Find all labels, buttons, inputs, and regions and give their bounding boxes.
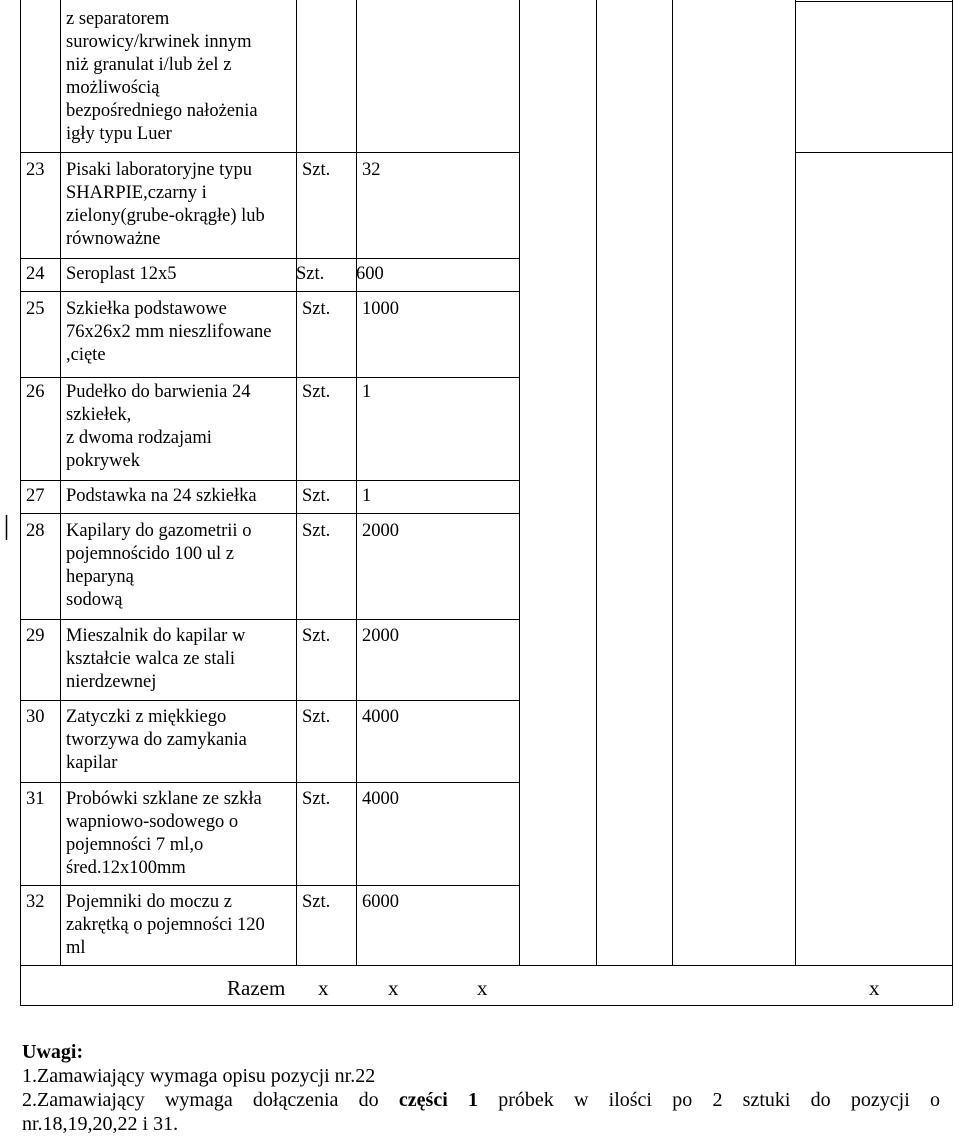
item-quantity: 4000: [362, 707, 399, 727]
item-name: Seroplast 12x5: [66, 264, 177, 284]
notes-section: [22, 1040, 940, 1136]
item-quantity: 1: [362, 486, 372, 506]
item-name-line: sodową: [66, 590, 123, 610]
item-number: 25: [26, 299, 45, 319]
item-quantity: 2000: [362, 626, 399, 646]
item-number: 28: [26, 521, 45, 541]
note-line: [22, 1088, 940, 1112]
item-name-line: możliwością: [66, 78, 160, 98]
item-name-line: Pojemniki do moczu z: [66, 892, 232, 912]
item-quantity: 6000: [362, 892, 399, 912]
item-name-line: Szkiełka podstawowe: [66, 299, 227, 319]
item-unit: Szt.: [302, 299, 331, 319]
item-name: [66, 520, 302, 612]
item-number: 32: [26, 892, 45, 912]
item-name-line: Mieszalnik do kapilar w: [66, 626, 246, 646]
table-row: [66, 8, 302, 146]
item-name-line: niż granulat i/lub żel z: [66, 55, 232, 75]
summary-cell: x: [388, 976, 399, 1000]
item-name: [66, 159, 302, 251]
item-unit: Szt.: [302, 707, 331, 727]
summary-cell: x: [477, 976, 488, 1000]
item-quantity: 4000: [362, 789, 399, 809]
summary-label: Razem: [227, 976, 286, 1000]
item-name-line: kapilar: [66, 753, 118, 773]
item-name-line: pokrywek: [66, 451, 140, 471]
item-name: [66, 298, 302, 367]
item-quantity: 2000: [362, 521, 399, 541]
item-quantity: 1000: [362, 299, 399, 319]
item-name-line: szkiełek,: [66, 405, 132, 425]
item-unit: Szt.: [302, 789, 331, 809]
item-name-line: pojemnoścido 100 ul z: [66, 544, 235, 564]
item-name-line: pojemności 7 ml,o: [66, 835, 204, 855]
note-line: 1.Zamawiający wymaga opisu pozycji nr.22: [22, 1065, 376, 1087]
item-name-line: igły typu Luer: [66, 124, 172, 144]
item-name-line: tworzywa do zamykania: [66, 730, 247, 750]
item-number: 30: [26, 707, 45, 727]
item-number: 29: [26, 626, 45, 646]
item-name: [66, 788, 302, 880]
item-unit: Szt.: [302, 486, 331, 506]
item-name-line: z dwoma rodzajami: [66, 428, 212, 448]
item-name-line: zakrętką o pojemności 120: [66, 915, 265, 935]
note-emphasis: części 1: [398, 1089, 478, 1111]
item-name-line: zielony(grube-okrągłe) lub: [66, 206, 265, 226]
item-number: 24: [26, 264, 45, 284]
notes-heading: Uwagi:: [22, 1041, 84, 1063]
item-name-line: nierdzewnej: [66, 672, 157, 692]
item-name: [66, 625, 302, 694]
note-text: próbek w ilości po 2 sztuki do pozycji o: [498, 1089, 941, 1111]
item-name-line: kształcie walca ze stali: [66, 649, 235, 669]
item-name-line: wapniowo-sodowego o: [66, 812, 239, 832]
item-unit: Szt.: [302, 382, 331, 402]
item-name-line: heparyną: [66, 567, 134, 587]
item-unit: Szt.: [302, 626, 331, 646]
item-number: 31: [26, 789, 45, 809]
item-quantity: 600: [356, 264, 384, 284]
item-name: [66, 381, 302, 473]
item-name-line: bezpośredniego nałożenia: [66, 101, 258, 121]
item-name-line: Pisaki laboratoryjne typu: [66, 160, 252, 180]
summary-cell: x: [869, 976, 880, 1000]
item-name: [66, 706, 302, 775]
item-name-line: 76x26x2 mm nieszlifowane: [66, 322, 272, 342]
item-unit: Szt.: [296, 264, 325, 284]
item-name: Podstawka na 24 szkiełka: [66, 486, 257, 506]
item-name-line: z separatorem: [66, 9, 170, 29]
summary-cell: x: [318, 976, 329, 1000]
item-quantity: 1: [362, 382, 372, 402]
item-unit: Szt.: [302, 892, 331, 912]
note-line: nr.18,19,20,22 i 31.: [22, 1113, 179, 1135]
item-name-line: surowicy/krwinek innym: [66, 32, 252, 52]
item-unit: Szt.: [302, 521, 331, 541]
item-number: 26: [26, 382, 45, 402]
item-name-line: Zatyczki z miękkiego: [66, 707, 227, 727]
item-number: 23: [26, 160, 45, 180]
item-name-line: śred.12x100mm: [66, 858, 186, 878]
item-name-line: Kapilary do gazometrii o: [66, 521, 252, 541]
item-name-line: Pudełko do barwienia 24: [66, 382, 251, 402]
item-name-line: SHARPIE,czarny i: [66, 183, 207, 203]
item-number: 27: [26, 486, 45, 506]
item-name-line: Probówki szklane ze szkła: [66, 789, 262, 809]
item-name-line: równoważne: [66, 229, 161, 249]
note-text: 2.Zamawiający wymaga dołączenia do: [22, 1089, 379, 1111]
item-name: [66, 891, 302, 960]
item-quantity: 32: [362, 160, 381, 180]
item-name-line: ,cięte: [66, 345, 106, 365]
item-name-line: ml: [66, 938, 86, 958]
item-unit: Szt.: [302, 160, 331, 180]
